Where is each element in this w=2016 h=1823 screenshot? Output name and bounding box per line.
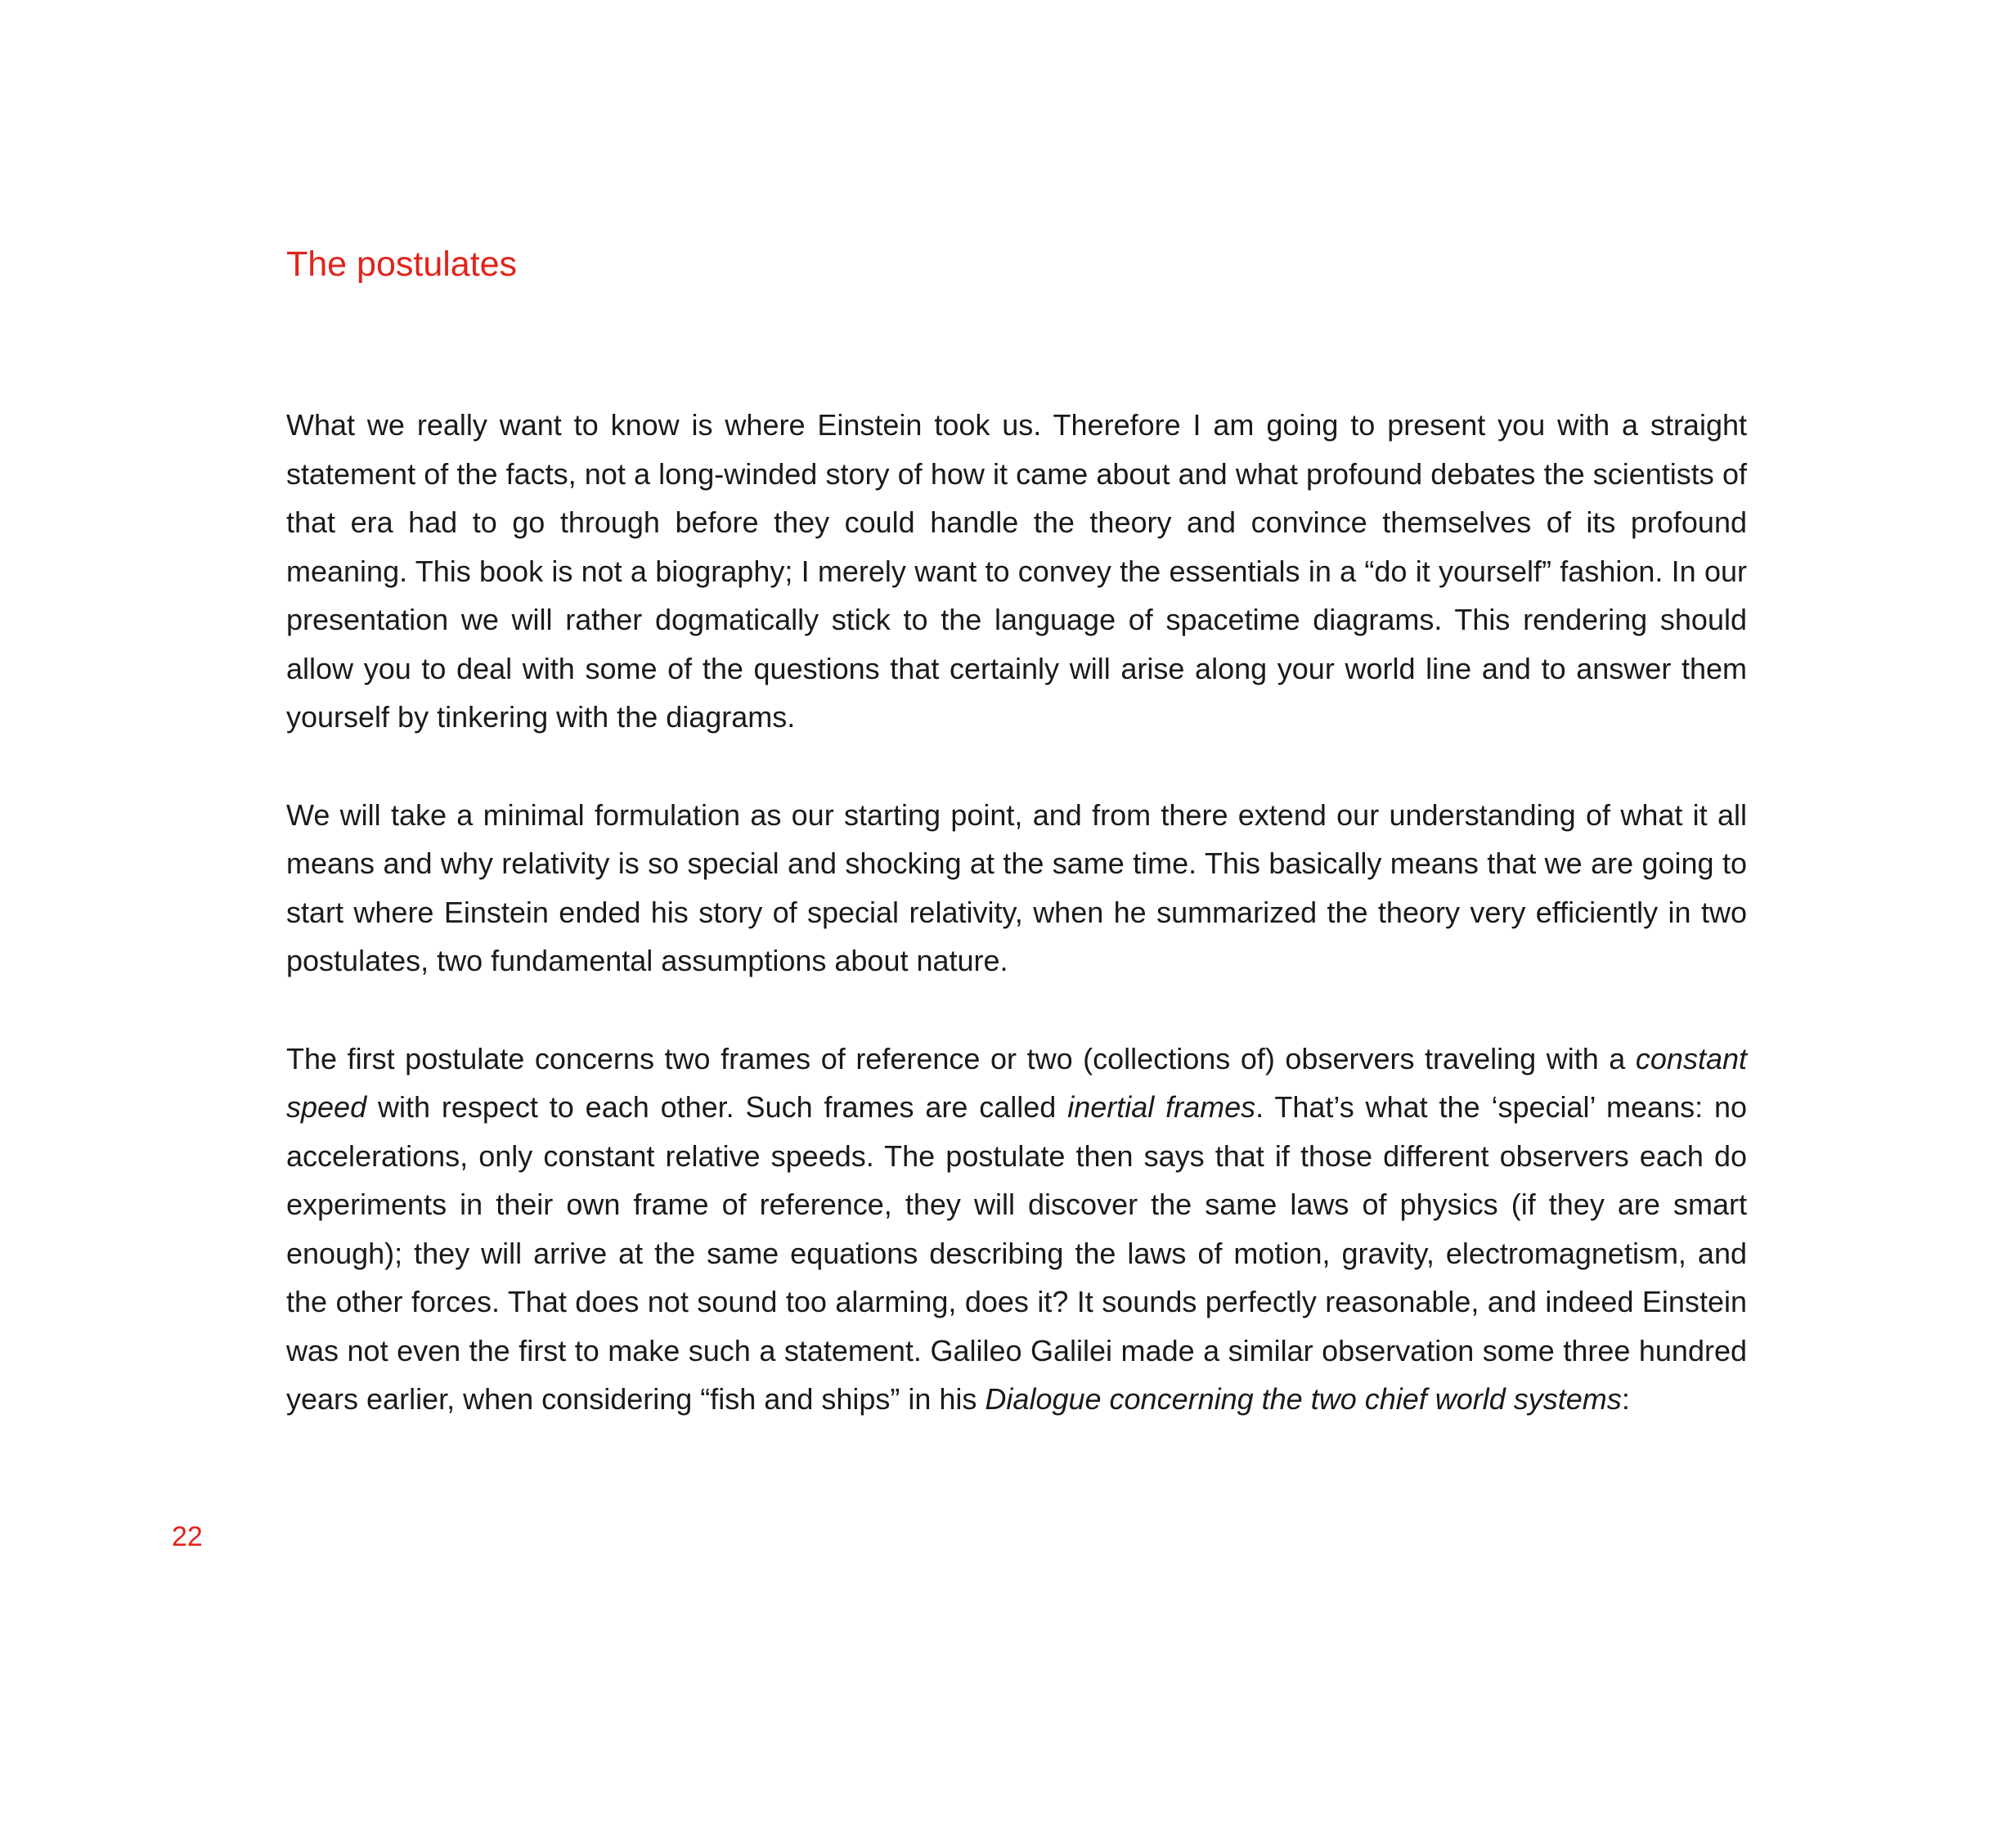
- emphasis-text: inertial frames: [1067, 1090, 1256, 1124]
- book-title: Dialogue concerning the two chief world systems: [985, 1382, 1622, 1416]
- section-heading: The postulates: [286, 245, 518, 284]
- text-run: . That’s what the ‘special’ means: no accelerations, only constant relative speeds. The postulate then says that if those different observers each do experiments in their own frame of reference, they will discover the same laws of physics (if they are smart enough); they will arrive at the same equations describing the laws of motion, gravity, electromagnetism, and the other forces. That does not sound too alarming, does it? It sounds perfectly reasonable, and indeed Einstein was not even the first to make such a statement. Galileo Galilei made a similar observation some three hundred years earlier, when considering “fish and ships” in his: [286, 1090, 1748, 1416]
- text-run: What we really want to know is where Einstein took us. Therefore I am going to present you with a straight statement of the facts, not a long-winded story of how it came about and what profound debates the scientists of that era had to go through before they could handle the theory and convince themselves of its profound meaning. This book is not a biography; I merely want to convey the essentials in a “do it yourself” fashion. In our presentation we will rather dogmatically stick to the language of spacetime diagrams. This rendering should allow you to deal with some of the questions that certainly will arise along your world line and to answer them yourself by tinkering with the diagrams.: [286, 408, 1747, 734]
- text-run: with respect to each other. Such frames are called: [366, 1090, 1068, 1124]
- paragraph: [286, 1035, 1747, 1424]
- body-text: [286, 401, 1747, 1424]
- text-run: The first postulate concerns two frames of reference or two (collections of) observers traveling with a: [286, 1041, 1636, 1075]
- paragraph: [286, 401, 1747, 742]
- page-number: 22: [172, 1521, 203, 1552]
- paragraph: [286, 791, 1747, 986]
- text-run: :: [1621, 1382, 1630, 1416]
- emphasis-text: constant speed: [286, 1041, 1747, 1124]
- text-run: We will take a minimal formulation as our starting point, and from there extend our understanding of what it all means and why relativity is so special and shocking at the same time. This basically means that we are going to start where Einstein ended his story of special relativity, when he summarized the theory very efficiently in two postulates, two fundamental assumptions about nature.: [286, 797, 1747, 977]
